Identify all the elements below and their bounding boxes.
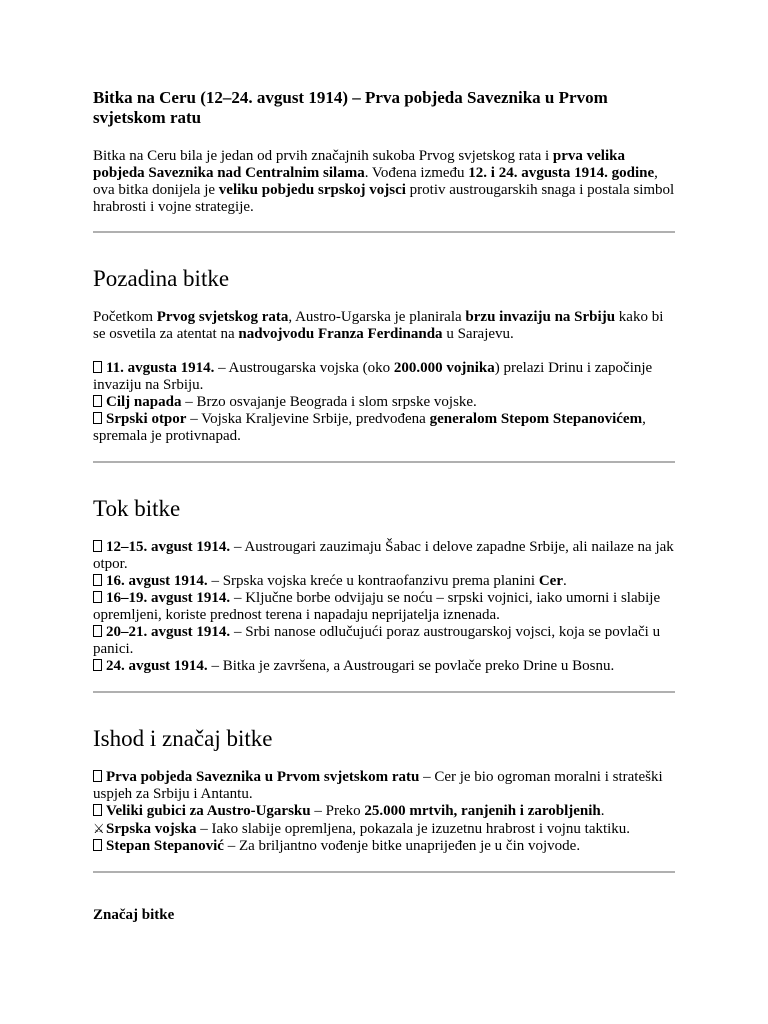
text-run: – Preko [310, 803, 365, 819]
list-item [93, 803, 675, 820]
missing-glyph-icon [93, 804, 102, 816]
list-item [93, 838, 675, 855]
missing-glyph-icon [93, 395, 102, 407]
bold-text: Srpski otpor [106, 411, 187, 427]
text-run: – Vojska Kraljevine Srbije, predvođena [186, 411, 430, 427]
bullet-list [93, 360, 675, 445]
list-item [93, 590, 675, 624]
text-run: – Srbi nanose odlučujući poraz austrougarskoj vojsci, koja se povlači u panici. [93, 624, 661, 657]
list-item [93, 769, 675, 803]
missing-glyph-icon [93, 361, 102, 373]
section-heading: Pozadina bitke [93, 266, 230, 291]
list-item [93, 820, 675, 838]
bold-text: Stepan Stepanović [106, 838, 224, 854]
section-heading: Ishod i značaj bitke [93, 726, 273, 751]
bold-text: 16–19. avgust 1914. [106, 590, 231, 606]
text-run: – Bitka je završena, a Austrougari se povlače preko Drine u Bosnu. [207, 658, 615, 674]
text-run: , spremala je protivnapad. [93, 411, 646, 444]
section-paragraph [93, 309, 675, 343]
bold-text: veliku pobjedu srpskoj vojsci [218, 182, 406, 198]
bold-text: 12–15. avgust 1914. [106, 539, 231, 555]
bold-text: 20–21. avgust 1914. [106, 624, 231, 640]
text-run: – Za briljantno vođenje bitke unaprijeđen je u čin vojvode. [223, 838, 581, 854]
bold-text: generalom Stepom Stepanovićem [429, 411, 643, 427]
text-run: . [563, 573, 567, 589]
text-run: – Srpska vojska kreće u kontraofanzivu prema planini [207, 573, 539, 589]
bold-text: 24. avgust 1914. [106, 658, 208, 674]
bold-text: 16. avgust 1914. [106, 573, 208, 589]
text-run: – Austrougari zauzimaju Šabac i delove zapadne Srbije, ali nailaze na jak otpor. [93, 539, 674, 572]
bold-text: Cilj napada [106, 394, 182, 410]
text-run: – Iako slabije opremljena, pokazala je izuzetnu hrabrost i vojnu taktiku. [196, 821, 631, 837]
missing-glyph-icon [93, 591, 102, 603]
list-item [93, 624, 675, 658]
text-run: , ova bitka donijela je [93, 165, 658, 198]
text-run: – Ključne borbe odvijaju se noću – srpski vojnici, iako umorni i slabije opremljeni, koriste prednost terena i napadaju neprijatelja iznenada. [93, 590, 661, 623]
list-item [93, 411, 675, 445]
bold-text: nadvojvodu Franza Ferdinanda [238, 326, 443, 342]
missing-glyph-icon [93, 574, 102, 586]
missing-glyph-icon [93, 659, 102, 671]
text-run: u Sarajevu. [442, 326, 514, 342]
list-item [93, 360, 675, 394]
section-heading: Tok bitke [93, 496, 181, 521]
section-znacaj [93, 873, 675, 924]
list-item [93, 573, 675, 590]
list-item [93, 658, 675, 675]
list-item [93, 539, 675, 573]
missing-glyph-icon [93, 770, 102, 782]
text-run: Početkom [93, 309, 157, 325]
crossed-swords-icon: ⚔ [93, 821, 105, 836]
text-run: – Cer je bio ogroman moralni i strateški uspjeh za Srbiju i Antantu. [93, 769, 663, 802]
bold-text: Prva pobjeda Saveznika u Prvom svjetskom ratu [106, 769, 420, 785]
sections-container [93, 231, 675, 855]
intro-paragraph [93, 148, 675, 216]
bold-text: Prvog svjetskog rata [156, 309, 289, 325]
bold-text: 11. avgusta 1914. [106, 360, 215, 376]
text-run: kako bi se osvetila za atentat na [93, 309, 664, 342]
missing-glyph-icon [93, 839, 102, 851]
text-run: protiv austrougarskih snaga i postala simbol hrabrosti i vojne strategije. [93, 182, 675, 215]
bold-text: Cer [538, 573, 563, 589]
bold-text: 200.000 vojnika [393, 360, 495, 376]
bullet-list [93, 539, 675, 675]
section [93, 233, 675, 445]
list-item [93, 394, 675, 411]
document-title: Bitka na Ceru (12–24. avgust 1914) – Prva pobjeda Saveznika u Prvom svjetskom ratu [93, 88, 608, 127]
bold-text: Veliki gubici za Austro-Ugarsku [106, 803, 311, 819]
text-run: . [600, 803, 605, 819]
text-run: – Austrougarska vojska (oko [214, 360, 394, 376]
text-run: ) prelazi Drinu i započinje invaziju na Srbiju. [93, 360, 653, 393]
bold-text: 25.000 mrtvih, ranjenih i zarobljenih [364, 803, 601, 819]
section [93, 693, 675, 855]
missing-glyph-icon [93, 412, 102, 424]
text-run: Bitka na Ceru bila je jedan od prvih značajnih sukoba Prvog svjetskog rata i [93, 148, 553, 164]
text-run: . Vođena između [364, 165, 469, 181]
text-run: , Austro-Ugarska je planirala [288, 309, 466, 325]
bold-text: Srpska vojska [106, 821, 197, 837]
bold-text: 12. i 24. avgusta 1914. godine [468, 165, 655, 181]
subheading-znacaj-bitke: Značaj bitke [93, 907, 175, 923]
bold-text: brzu invaziju na Srbiju [465, 309, 616, 325]
bold-text: prva velika pobjeda Saveznika nad Centralnim silama [93, 148, 625, 181]
document-page [93, 88, 675, 924]
missing-glyph-icon [93, 540, 102, 552]
bullet-list [93, 769, 675, 855]
missing-glyph-icon [93, 625, 102, 637]
section [93, 463, 675, 675]
text-run: – Brzo osvajanje Beograda i slom srpske vojske. [181, 394, 477, 410]
